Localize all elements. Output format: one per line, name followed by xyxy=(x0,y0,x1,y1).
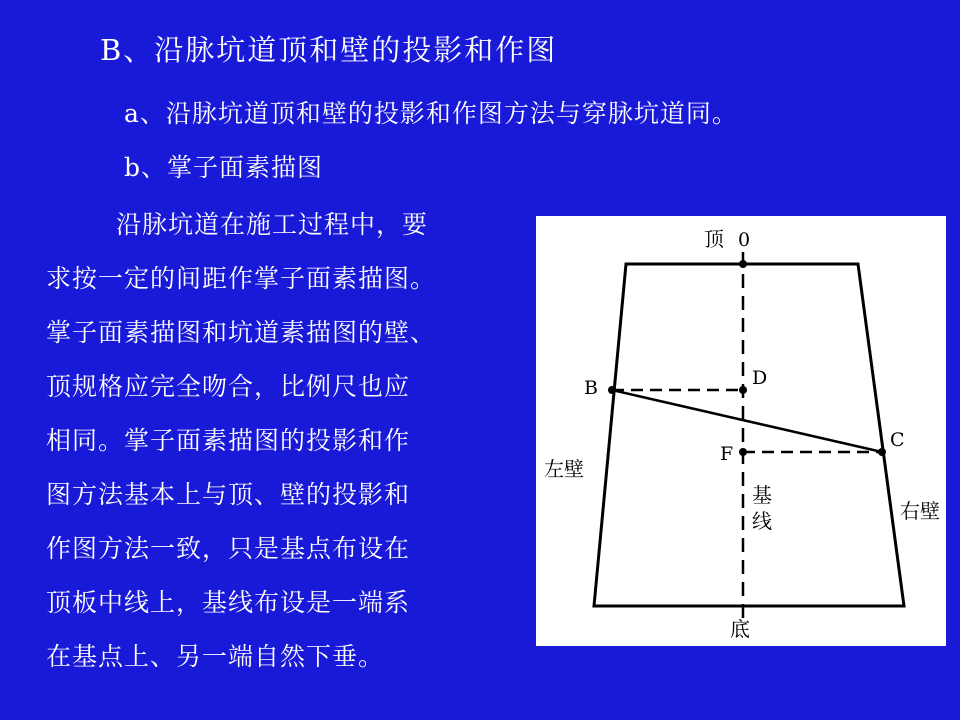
paragraph-line: 图方法基本上与顶、壁的投影和 xyxy=(46,480,411,509)
body-paragraph xyxy=(46,198,526,684)
paragraph-line: 掌子面素描图和坑道素描图的壁、 xyxy=(46,318,437,347)
label-left-wall: 左壁 xyxy=(544,457,584,481)
paragraph-line: 相同。掌子面素描图的投影和作 xyxy=(46,426,411,455)
paragraph-line: 求按一定的间距作掌子面素描图。 xyxy=(46,264,437,293)
label-b: B xyxy=(584,377,598,399)
face-sketch-diagram xyxy=(536,216,946,646)
item-b-text: b、掌子面素描图 xyxy=(124,153,324,182)
label-bottom: 底 xyxy=(730,617,750,641)
paragraph-line: 作图方法一致，只是基点布设在 xyxy=(46,534,411,563)
label-zero: 0 xyxy=(738,229,751,251)
slide-heading: B、沿脉坑道顶和壁的投影和作图 xyxy=(100,33,558,67)
label-right-wall: 右壁 xyxy=(900,499,940,523)
label-top: 顶 xyxy=(704,227,724,251)
label-baseline-2: 线 xyxy=(752,509,772,533)
label-f: F xyxy=(720,443,734,465)
paragraph-line: 顶板中线上，基线布设是一端系 xyxy=(46,588,411,617)
label-c: C xyxy=(890,429,905,451)
point-f xyxy=(739,448,747,456)
paragraph-line: 沿脉坑道在施工过程中，要 xyxy=(116,210,429,239)
label-baseline-1: 基 xyxy=(752,483,772,507)
point-d xyxy=(739,386,747,394)
diagram-svg xyxy=(536,216,946,646)
label-d: D xyxy=(752,367,768,389)
paragraph-line: 顶规格应完全吻合，比例尺也应 xyxy=(46,372,411,401)
item-a-text: a、沿脉坑道顶和壁的投影和作图方法与穿脉坑道同。 xyxy=(124,99,738,128)
point-b xyxy=(608,386,616,394)
point-0 xyxy=(739,260,747,268)
tunnel-face-outline xyxy=(594,264,904,606)
paragraph-line: 在基点上、另一端自然下垂。 xyxy=(46,642,385,671)
point-c xyxy=(878,448,886,456)
solid-line-b-c xyxy=(612,390,882,452)
